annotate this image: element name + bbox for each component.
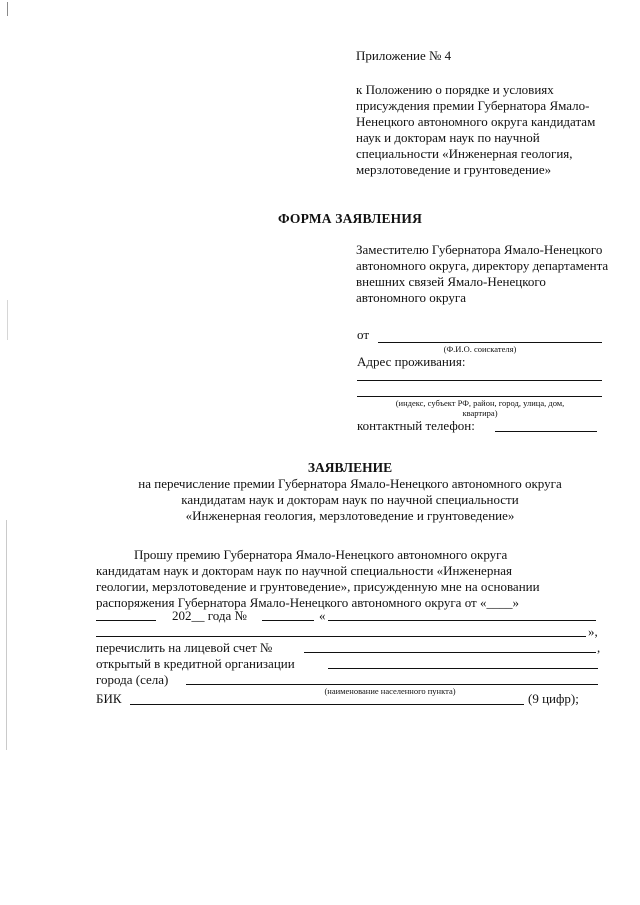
account-end: ,	[597, 640, 601, 655]
statement-title: ЗАЯВЛЕНИЕ	[307, 460, 393, 475]
account-number-line[interactable]	[304, 652, 596, 653]
fio-caption: (Ф.И.О. соискателя)	[443, 344, 517, 354]
decree-title-line-1[interactable]	[328, 620, 596, 621]
quote-open: «	[319, 608, 326, 623]
date-field-line[interactable]	[96, 620, 156, 621]
decree-title-line-2[interactable]	[96, 636, 586, 637]
bik-label: БИК	[96, 691, 122, 706]
fio-field-line[interactable]	[378, 342, 602, 343]
appendix-title: Приложение № 4	[356, 48, 452, 63]
request-paragraph	[96, 547, 602, 611]
from-label: от	[357, 327, 370, 342]
city-name-line[interactable]	[186, 684, 598, 685]
address-caption-1: (индекс, субъект РФ, район, город, улица, дом,	[395, 398, 565, 408]
bik-line[interactable]	[130, 704, 524, 705]
statement-header	[0, 460, 640, 524]
appendix-block	[356, 48, 618, 178]
appendix-text: к Положению о порядке и условиях присуждения премии Губернатора Ямало-Ненецкого автономного округа кандидатам наук и докторам наук по научной специальности «Инженерная геология, мерзлотоведение и грунтоведение»	[356, 82, 596, 177]
address-field-line-1[interactable]	[357, 380, 602, 381]
bank-label: открытый в кредитной организации	[96, 656, 295, 671]
addressee-block: Заместителю Губернатора Ямало-Ненецкого автономного округа, директору департамента внешних связей Ямало-Ненецкого автономного округа	[356, 242, 609, 305]
scan-edge-mark	[6, 520, 7, 750]
statement-subtitle-line: кандидатам наук и докторам наук по научной специальности	[181, 492, 519, 507]
statement-subtitle-line: на перечисление премии Губернатора Ямало-Ненецкого автономного округа	[138, 476, 562, 491]
paragraph-line: кандидатам наук и докторам наук по научной специальности «Инженерная	[96, 563, 513, 578]
phone-field-line[interactable]	[495, 431, 597, 432]
scan-edge-mark	[7, 300, 8, 340]
decree-number-line[interactable]	[262, 620, 314, 621]
year-label: 202__ года №	[172, 608, 247, 623]
phone-label: контактный телефон:	[357, 418, 475, 433]
bik-end: (9 цифр);	[528, 691, 579, 706]
paragraph-line: распоряжения Губернатора Ямало-Ненецкого автономного округа от «____»	[96, 595, 519, 610]
paragraph-line: Прошу премию Губернатора Ямало-Ненецкого автономного округа	[134, 547, 508, 562]
form-heading: ФОРМА ЗАЯВЛЕНИЯ	[277, 211, 423, 226]
bank-name-line[interactable]	[328, 668, 598, 669]
address-label: Адрес проживания:	[357, 354, 466, 369]
quote-close: »,	[588, 624, 598, 639]
statement-subtitle-line: «Инженерная геология, мерзлотоведение и грунтоведение»	[185, 508, 515, 523]
address-caption-2: квартира)	[462, 408, 498, 418]
address-field-line-2[interactable]	[357, 396, 602, 397]
account-label: перечислить на лицевой счет №	[96, 640, 273, 655]
city-label: города (села)	[96, 672, 169, 687]
paragraph-line: геологии, мерзлотоведение и грунтоведение», присужденную мне на основании	[96, 579, 540, 594]
scan-edge-mark	[7, 2, 8, 16]
city-caption: (наименование населенного пункта)	[324, 686, 456, 696]
